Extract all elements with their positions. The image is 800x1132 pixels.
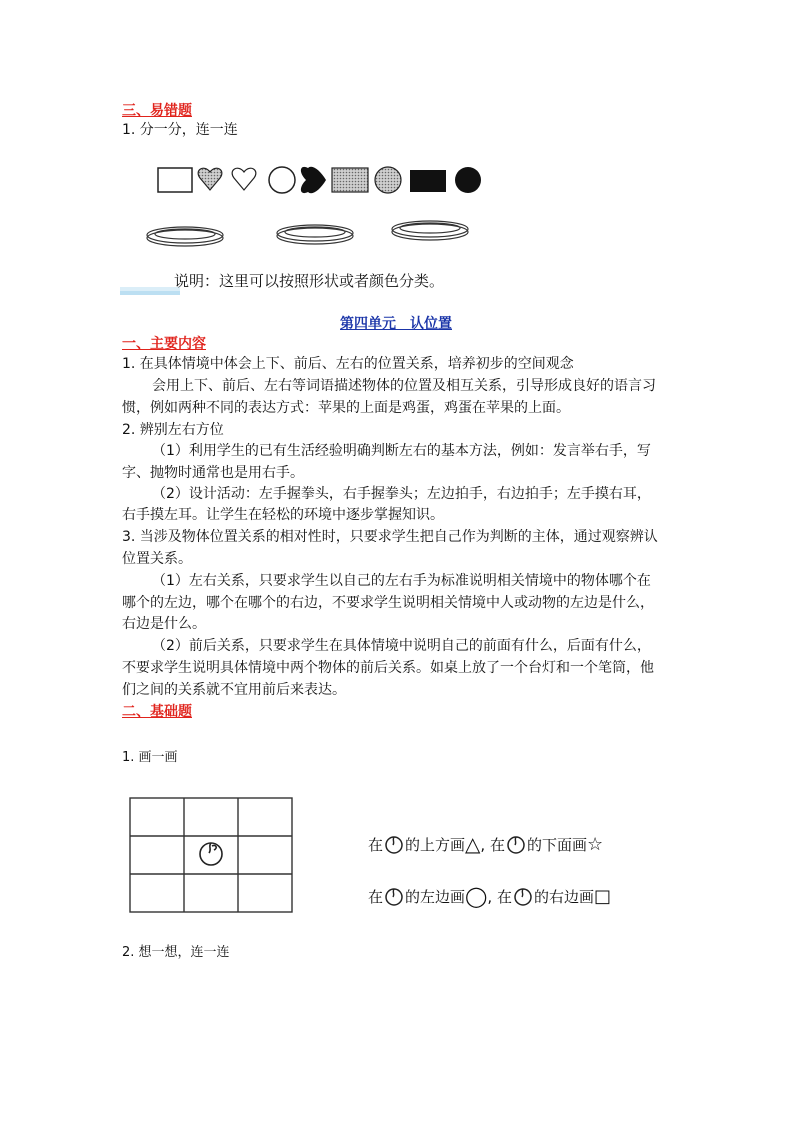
section1-p3b: 位置关系。: [122, 551, 192, 567]
apple-icon: [505, 833, 527, 855]
section1-p1a: 会用上下、前后、左右等词语描述物体的位置及相互关系，引导形成良好的语言习: [152, 378, 656, 394]
text-sep: , 在: [487, 887, 512, 906]
text-sep: , 在: [480, 835, 505, 854]
text-right: 的右边画: [533, 887, 594, 906]
section1-p2a: （1）利用学生的已有生活经验明确判断左右的基本方法，例如：发言举右手，写: [152, 443, 651, 459]
section2-q2: 2. 想一想，连一连: [122, 945, 230, 960]
gray-rectangle-icon: [332, 168, 368, 192]
plate-icon: [147, 227, 223, 246]
section2-q1: 1. 画一画: [122, 750, 178, 765]
section2-heading: 二、基础题: [122, 704, 192, 720]
section3-note: 说明：这里可以按照形状或者颜色分类。: [174, 272, 445, 290]
section1-p2b: 字、抛物时通常也是用右手。: [122, 465, 304, 481]
section1-p3h: 们之间的关系就不宜用前后来表达。: [122, 682, 346, 698]
section3-heading: 三、易错题: [122, 103, 192, 119]
black-rectangle-icon: [410, 170, 446, 192]
instruction-line-2: [368, 884, 611, 908]
gray-heart-icon: [198, 168, 222, 190]
section1-p3g: 不要求学生说明具体情境中两个物体的前后关系。如桌上放了一个台灯和一个笔筒，他: [122, 660, 654, 676]
instruction-line-1: [368, 832, 603, 856]
circle-icon: ◯: [465, 884, 488, 908]
star-icon: ☆: [586, 833, 604, 855]
apple-icon: [200, 843, 222, 865]
black-circle-icon: [455, 167, 481, 193]
gray-circle-icon: [375, 167, 401, 193]
apple-icon: [383, 833, 405, 855]
square-icon: □: [593, 885, 611, 907]
section1-p2c: （2）设计活动：左手握拳头，右手握拳头；左边拍手，右边拍手；左手摸右耳，: [152, 486, 651, 502]
section1-p1b: 惯，例如两种不同的表达方式：苹果的上面是鸡蛋，鸡蛋在苹果的上面。: [122, 400, 570, 416]
black-heart-icon: [301, 167, 326, 194]
section1-p3e: 右边是什么。: [122, 616, 206, 632]
text-zai: 在: [368, 835, 384, 854]
text-left: 的左边画: [405, 887, 466, 906]
section1-p3f: （2）前后关系，只要求学生在具体情境中说明自己的前面有什么，后面有什么，: [152, 638, 651, 654]
white-circle-icon: [269, 167, 295, 193]
plate-icon: [392, 221, 468, 240]
text-below: 的下面画: [526, 835, 587, 854]
section1-p2d: 右手摸左耳。让学生在轻松的环境中逐步掌握知识。: [122, 507, 444, 523]
apple-icon: [383, 885, 405, 907]
position-grid: [128, 796, 294, 916]
section1-p3c: （1）左右关系，只要求学生以自己的左右手为标准说明相关情境中的物体哪个在: [152, 573, 651, 589]
section1-p2: 2. 辨别左右方位: [122, 422, 224, 438]
section1-p1: 1. 在具体情境中体会上下、前后、左右的位置关系，培养初步的空间观念: [122, 356, 574, 372]
text-zai: 在: [368, 887, 384, 906]
plate-icon: [277, 225, 353, 244]
white-rectangle-icon: [158, 168, 192, 192]
unit-title: 第四单元 认位置: [340, 316, 452, 332]
section1-p3: 3. 当涉及物体位置关系的相对性时，只要求学生把自己作为判断的主体，通过观察辨认: [122, 529, 658, 545]
white-heart-icon: [232, 168, 256, 190]
text-above: 的上方画: [405, 835, 466, 854]
section1-heading: 一、主要内容: [122, 336, 206, 352]
apple-icon: [512, 885, 534, 907]
section1-p3d: 哪个的左边，哪个在哪个的右边，不要求学生说明相关情境中人或动物的左边是什么，: [122, 595, 654, 611]
section3-q1: 1. 分一分，连一连: [122, 122, 238, 138]
triangle-icon: △: [465, 832, 481, 856]
